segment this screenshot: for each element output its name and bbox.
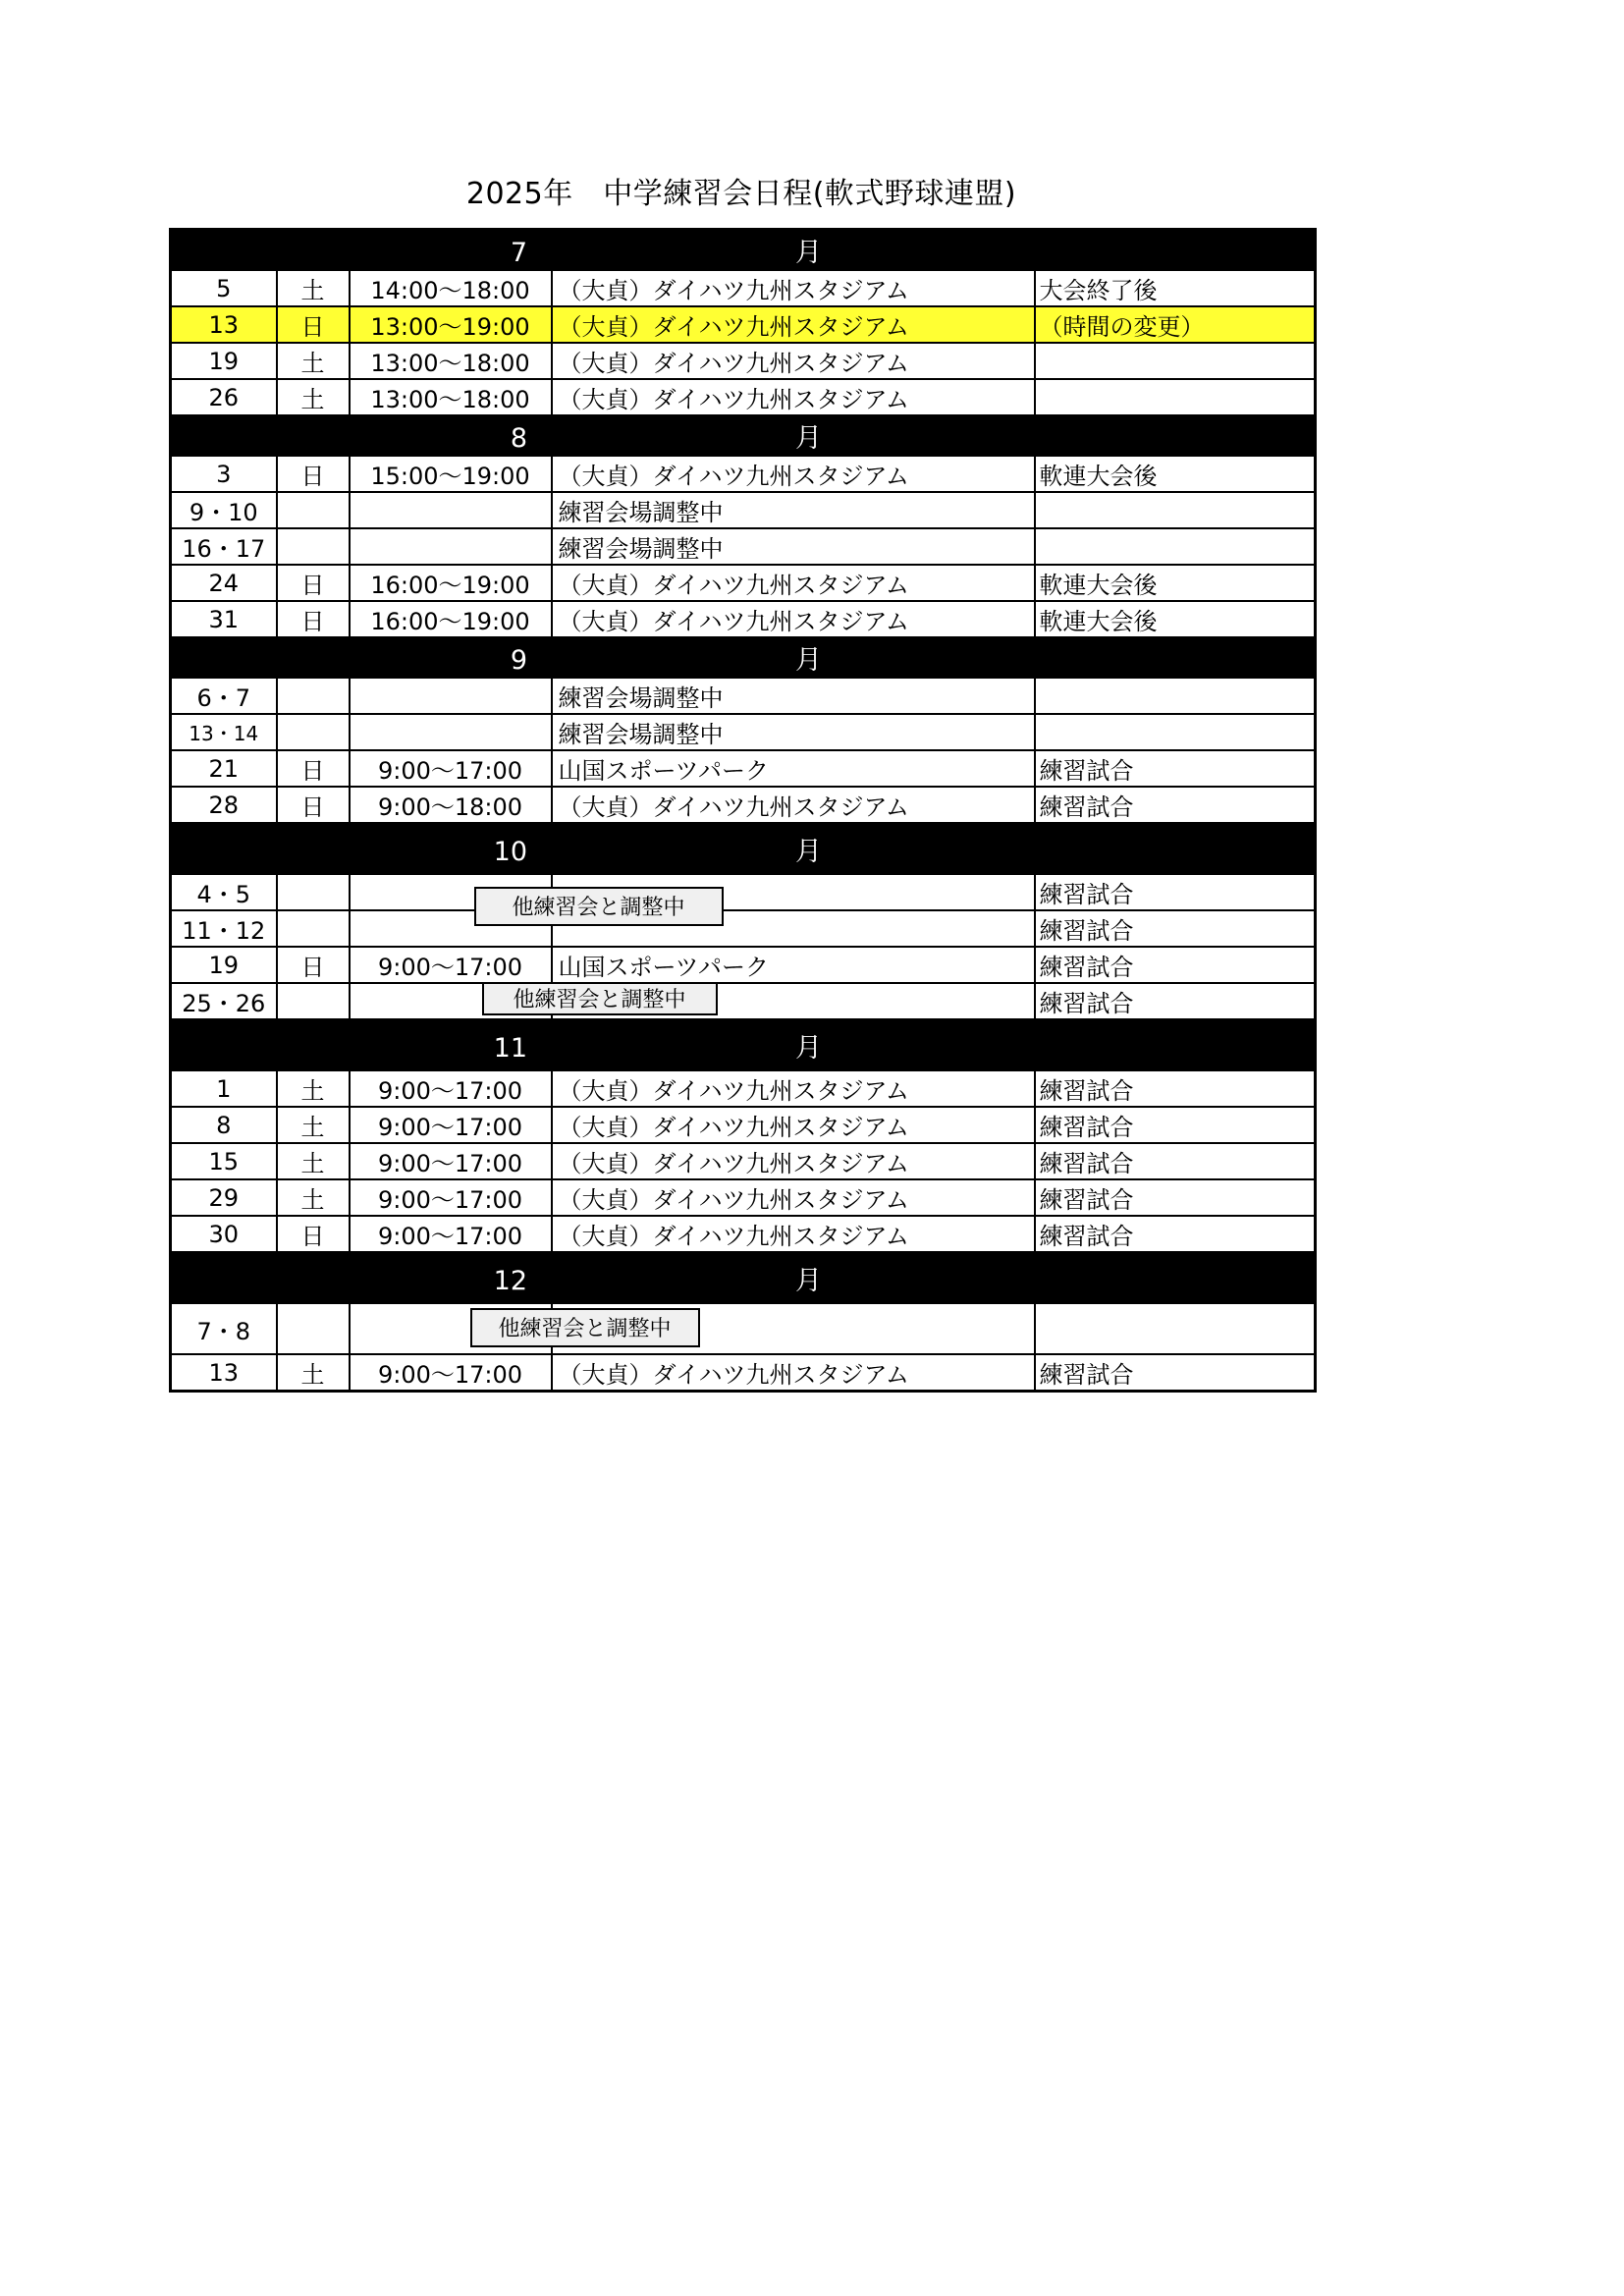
month-header-august [171,415,1316,456]
weekday-cell [277,714,350,750]
table-row [171,1143,1316,1179]
month-number: 9 [510,645,527,676]
venue-cell: 練習会場調整中 [552,492,1035,528]
weekday-cell [277,910,350,947]
date-cell: 30 [171,1216,277,1252]
time-cell: 9:00～18:00 [350,787,552,823]
practice-schedule-table [169,228,1317,1393]
venue-cell: （大貞）ダイハツ九州スタジアム [552,1143,1035,1179]
adjusting-notice-box: 他練習会と調整中 [482,982,718,1015]
date-cell: 24 [171,565,277,601]
table-row [171,528,1316,565]
weekday-cell [277,678,350,714]
month-label: 月 [795,423,822,454]
weekday-cell: 日 [277,1216,350,1252]
month-header-november [171,1019,1316,1070]
venue-cell: （大貞）ダイハツ九州スタジアム [552,601,1035,637]
note-cell: 練習試合 [1035,983,1316,1019]
weekday-cell: 土 [277,1354,350,1392]
time-cell [350,983,686,1019]
table-row [171,1216,1316,1252]
time-cell: 9:00～17:00 [350,1143,552,1179]
note-cell: 練習試合 [1035,910,1316,947]
table-row [171,874,1316,910]
date-cell: 25・26 [171,983,277,1019]
venue-cell: （大貞）ダイハツ九州スタジアム [552,343,1035,379]
note-cell: 軟連大会後 [1035,456,1316,492]
month-header-october [171,823,1316,874]
month-header-september [171,637,1316,678]
weekday-cell [277,492,350,528]
weekday-cell: 土 [277,270,350,306]
date-cell: 5 [171,270,277,306]
time-cell: 9:00～17:00 [350,1107,552,1143]
venue-cell: （大貞）ダイハツ九州スタジアム [552,565,1035,601]
venue-cell: （大貞）ダイハツ九州スタジアム [552,306,1035,343]
month-label: 月 [795,836,822,867]
venue-cell: 練習会場調整中 [552,678,1035,714]
table-row [171,750,1316,787]
weekday-cell: 日 [277,601,350,637]
time-cell: 14:00～18:00 [350,270,552,306]
venue-cell: 山国スポーツパーク [552,947,1035,983]
venue-cell: （大貞）ダイハツ九州スタジアム [552,787,1035,823]
time-cell: 9:00～17:00 [350,1179,552,1216]
note-cell: 練習試合 [1035,1354,1316,1392]
date-cell: 13 [171,1354,277,1392]
weekday-cell: 日 [277,306,350,343]
date-cell: 6・7 [171,678,277,714]
weekday-cell: 土 [277,379,350,415]
note-cell: 練習試合 [1035,750,1316,787]
note-cell [1035,379,1316,415]
date-cell: 4・5 [171,874,277,910]
date-cell: 19 [171,947,277,983]
note-cell: 軟連大会後 [1035,565,1316,601]
time-cell [350,492,552,528]
weekday-cell: 日 [277,787,350,823]
weekday-cell: 日 [277,750,350,787]
weekday-cell: 土 [277,1179,350,1216]
date-cell: 9・10 [171,492,277,528]
date-cell: 13 [171,306,277,343]
venue-cell: （大貞）ダイハツ九州スタジアム [552,1107,1035,1143]
table-row [171,492,1316,528]
time-cell [350,1303,672,1354]
weekday-cell: 土 [277,1143,350,1179]
note-cell: 大会終了後 [1035,270,1316,306]
month-number: 7 [510,238,527,268]
adjusting-notice-box: 他練習会と調整中 [474,887,724,926]
month-header-july [171,230,1316,271]
table-row [171,787,1316,823]
month-number: 8 [510,423,527,454]
venue-cell: （大貞）ダイハツ九州スタジアム [552,1179,1035,1216]
weekday-cell: 日 [277,456,350,492]
time-cell: 9:00～17:00 [350,1354,552,1392]
date-cell: 7・8 [171,1303,277,1354]
weekday-cell: 日 [277,947,350,983]
weekday-cell: 土 [277,1107,350,1143]
note-cell: 練習試合 [1035,787,1316,823]
date-cell: 26 [171,379,277,415]
table-row [171,601,1316,637]
venue-cell: 山国スポーツパーク [552,750,1035,787]
month-label: 月 [795,645,822,676]
table-row-highlighted [171,306,1316,343]
table-row [171,983,1316,1019]
date-cell: 28 [171,787,277,823]
table-row [171,1303,1316,1354]
table-row [171,270,1316,306]
note-cell: 練習試合 [1035,947,1316,983]
adjusting-notice-box: 他練習会と調整中 [470,1308,700,1347]
date-cell: 13・14 [171,714,277,750]
time-cell: 9:00～17:00 [350,750,552,787]
table-row [171,1107,1316,1143]
time-cell: 13:00～19:00 [350,306,552,343]
venue-cell: 練習会場調整中 [552,714,1035,750]
table-row [171,714,1316,750]
table-row [171,379,1316,415]
weekday-cell: 土 [277,343,350,379]
time-cell: 16:00～19:00 [350,601,552,637]
table-row [171,947,1316,983]
date-cell: 21 [171,750,277,787]
table-row [171,1179,1316,1216]
note-cell [1035,343,1316,379]
time-cell [350,874,685,920]
venue-cell: （大貞）ダイハツ九州スタジアム [552,456,1035,492]
weekday-cell [277,983,350,1019]
venue-cell: （大貞）ダイハツ九州スタジアム [552,379,1035,415]
venue-cell: （大貞）ダイハツ九州スタジアム [552,1070,1035,1107]
month-number: 12 [493,1265,527,1296]
month-number: 10 [493,836,527,867]
note-cell [1035,1303,1316,1354]
note-cell: （時間の変更） [1035,306,1316,343]
month-label: 月 [795,1265,822,1296]
note-cell [1035,678,1316,714]
note-cell: 練習試合 [1035,1107,1316,1143]
time-cell: 9:00～17:00 [350,1216,552,1252]
venue-cell: （大貞）ダイハツ九州スタジアム [552,1354,1035,1392]
table-row [171,565,1316,601]
time-cell: 9:00～17:00 [350,947,552,983]
date-cell: 31 [171,601,277,637]
note-cell [1035,528,1316,565]
weekday-cell: 土 [277,1070,350,1107]
date-cell: 3 [171,456,277,492]
note-cell: 練習試合 [1035,1179,1316,1216]
month-number: 11 [493,1032,527,1064]
time-cell: 9:00～17:00 [350,1070,552,1107]
time-cell: 13:00～18:00 [350,343,552,379]
date-cell: 1 [171,1070,277,1107]
time-cell [350,678,552,714]
date-cell: 11・12 [171,910,277,947]
venue-cell: （大貞）ダイハツ九州スタジアム [552,270,1035,306]
note-cell: 練習試合 [1035,1143,1316,1179]
time-cell: 13:00～18:00 [350,379,552,415]
table-row [171,456,1316,492]
table-row [171,343,1316,379]
table-row [171,1354,1316,1392]
date-cell: 16・17 [171,528,277,565]
month-header-december [171,1252,1316,1303]
weekday-cell [277,1303,350,1354]
note-cell: 練習試合 [1035,874,1316,910]
table-row [171,910,1316,947]
time-cell: 15:00～19:00 [350,456,552,492]
table-row [171,678,1316,714]
note-cell: 練習試合 [1035,1070,1316,1107]
date-cell: 15 [171,1143,277,1179]
time-cell: 16:00～19:00 [350,565,552,601]
note-cell [1035,714,1316,750]
weekday-cell [277,874,350,910]
time-cell [350,714,552,750]
weekday-cell [277,528,350,565]
note-cell [1035,492,1316,528]
date-cell: 29 [171,1179,277,1216]
month-label: 月 [795,238,822,268]
weekday-cell: 日 [277,565,350,601]
note-cell: 軟連大会後 [1035,601,1316,637]
time-cell [350,528,552,565]
date-cell: 8 [171,1107,277,1143]
page-title: 2025年 中学練習会日程(軟式野球連盟) [465,177,1017,211]
note-cell: 練習試合 [1035,1216,1316,1252]
month-label: 月 [795,1032,822,1064]
venue-cell: （大貞）ダイハツ九州スタジアム [552,1216,1035,1252]
date-cell: 19 [171,343,277,379]
table-row [171,1070,1316,1107]
venue-cell: 練習会場調整中 [552,528,1035,565]
